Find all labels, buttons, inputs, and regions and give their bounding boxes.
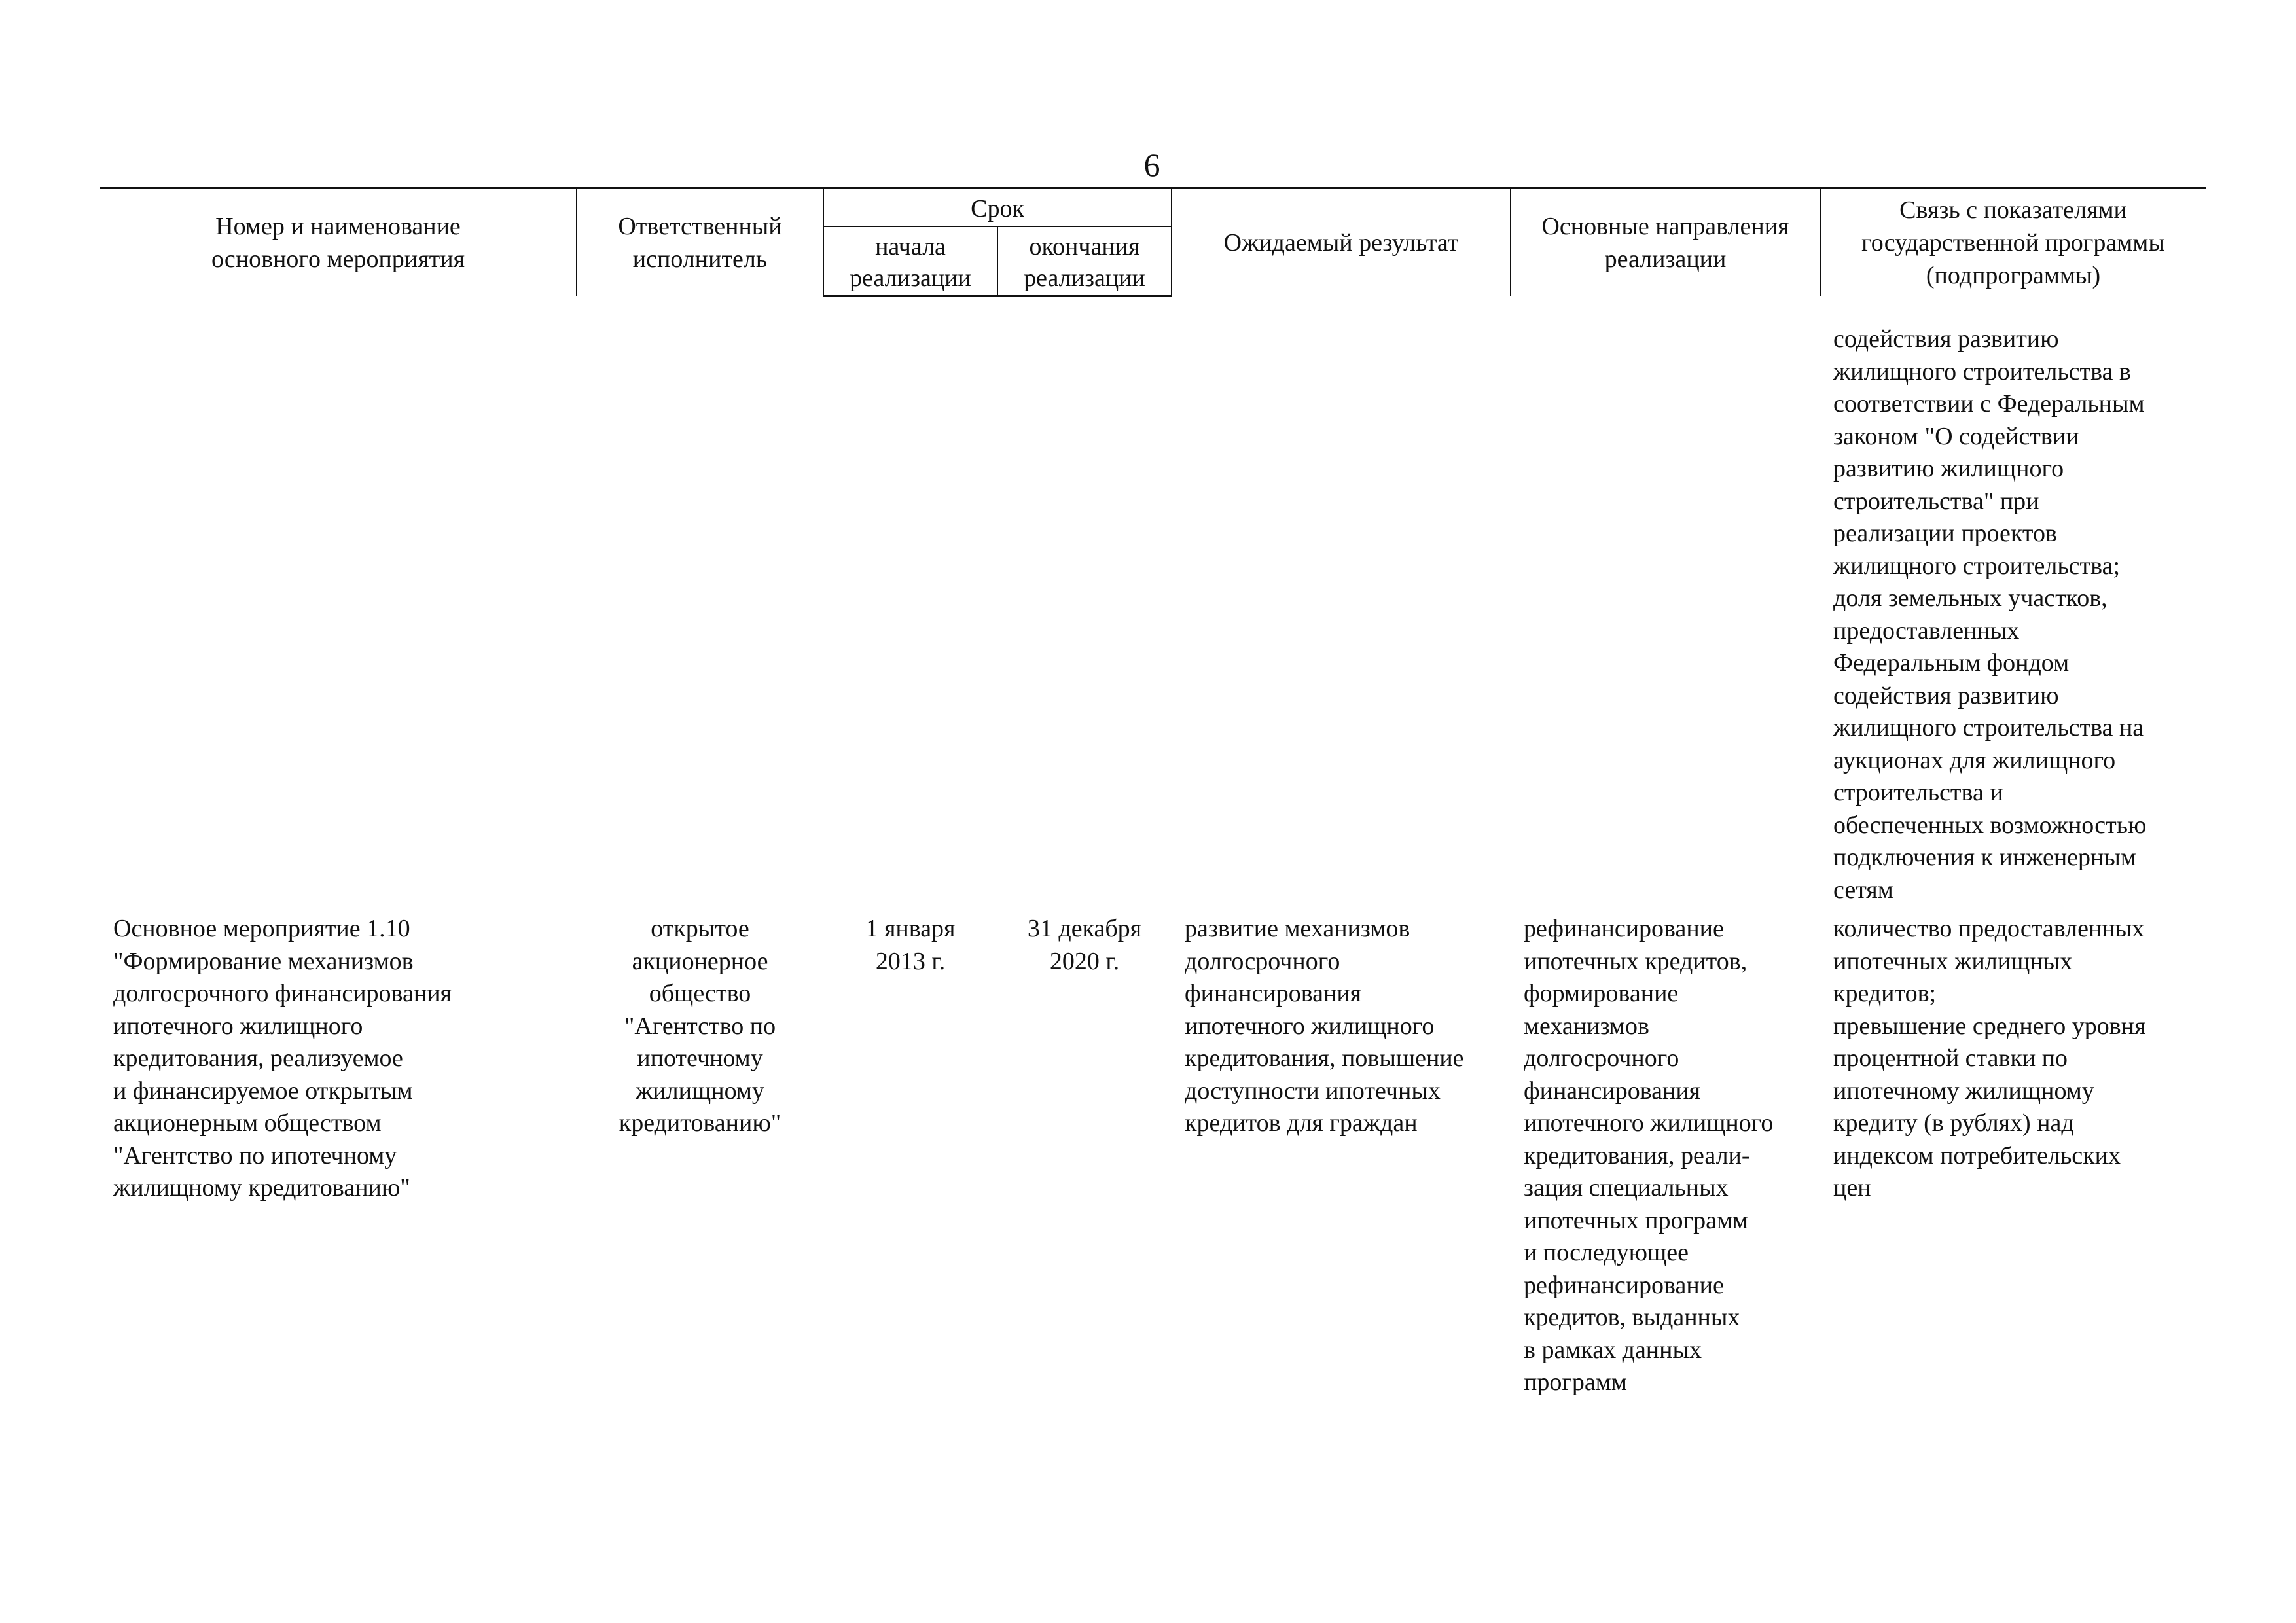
cell-indicators bbox=[1820, 323, 2206, 913]
header-result: Ожидаемый результат bbox=[1172, 188, 1511, 296]
cell-text-line: ипотечных жилищных bbox=[1833, 947, 2073, 975]
cell-text-line: долгосрочного финансирования bbox=[113, 980, 452, 1007]
cell-text-line: кредитования, реали- bbox=[1524, 1141, 1750, 1169]
cell-term-end bbox=[997, 913, 1172, 1406]
cell-text-line: содействия развитию bbox=[1833, 325, 2059, 353]
table-header bbox=[100, 188, 2206, 296]
cell-text-line: предоставленных bbox=[1833, 616, 2020, 645]
cell-text-line: механизмов bbox=[1524, 1012, 1649, 1040]
cell-directions bbox=[1511, 913, 1820, 1406]
cell-text-line: "Формирование механизмов bbox=[113, 947, 414, 975]
cell-text-line: реализации проектов bbox=[1833, 520, 2057, 547]
cell-executor bbox=[577, 323, 823, 913]
cell-measure-name bbox=[100, 913, 577, 1406]
cell-text-line: доля земельных участков, bbox=[1833, 584, 2108, 612]
cell-indicators bbox=[1820, 913, 2206, 1406]
cell-text-line: открытое bbox=[651, 915, 749, 942]
table-body bbox=[100, 296, 2206, 1406]
cell-text-line: и последующее bbox=[1524, 1239, 1689, 1266]
cell-text-line: кредитования, реализуемое bbox=[113, 1044, 403, 1072]
cell-text-line: зация специальных bbox=[1524, 1174, 1729, 1202]
header-executor: Ответственный исполнитель bbox=[577, 188, 823, 296]
cell-text-line: кредитов; bbox=[1833, 980, 1937, 1007]
cell-text-line: долгосрочного bbox=[1524, 1044, 1679, 1072]
header-term-start: начала реализации bbox=[823, 226, 997, 296]
table-row bbox=[100, 323, 2206, 913]
cell-text-line: аукционах для жилищного bbox=[1833, 746, 2116, 774]
cell-text-line: акционерным обществом bbox=[113, 1109, 382, 1137]
cell-text-line: в рамках данных bbox=[1524, 1336, 1702, 1364]
cell-text-line: 2020 г. bbox=[1049, 947, 1120, 975]
cell-text-line: ипотечному bbox=[637, 1044, 763, 1072]
cell-text-line: Основное мероприятие 1.10 bbox=[113, 915, 410, 942]
cell-executor bbox=[577, 913, 823, 1406]
cell-text-line: жилищного строительства на bbox=[1833, 714, 2144, 741]
cell-text-line: "Агентство по bbox=[624, 1012, 776, 1040]
cell-text-line: общество bbox=[649, 980, 751, 1007]
cell-text-line: долгосрочного bbox=[1185, 947, 1340, 975]
cell-text-line: обеспеченных возможностью bbox=[1833, 811, 2147, 839]
cell-text-line: развитие механизмов bbox=[1185, 915, 1410, 942]
cell-text-line: программ bbox=[1524, 1368, 1627, 1396]
cell-text-line: цен bbox=[1833, 1174, 1871, 1202]
cell-term-end bbox=[997, 323, 1172, 913]
cell-text-line: индексом потребительских bbox=[1833, 1141, 2121, 1169]
cell-text-line: доступности ипотечных bbox=[1185, 1077, 1441, 1105]
cell-text-line: рефинансирование bbox=[1524, 915, 1724, 942]
cell-text-line: ипотечного жилищного bbox=[113, 1012, 363, 1040]
cell-text-line: превышение среднего уровня bbox=[1833, 1012, 2146, 1040]
cell-text-line: кредитования, повышение bbox=[1185, 1044, 1464, 1072]
cell-text-line: формирование bbox=[1524, 980, 1679, 1007]
cell-term-start bbox=[823, 323, 997, 913]
cell-text-line: процентной ставки по bbox=[1833, 1044, 2068, 1072]
cell-expected-result bbox=[1172, 323, 1511, 913]
cell-text-line: развитию жилищного bbox=[1833, 455, 2064, 482]
header-indicators: Связь с показателями государственной программы (подпрограммы) bbox=[1820, 188, 2206, 296]
cell-text-line: сетям bbox=[1833, 876, 1893, 904]
cell-term-start bbox=[823, 913, 997, 1406]
cell-expected-result bbox=[1172, 913, 1511, 1406]
header-name: Номер и наименование основного мероприятия bbox=[100, 188, 577, 296]
cell-text-line: жилищному bbox=[636, 1077, 764, 1105]
cell-text-line: строительства" при bbox=[1833, 487, 2039, 515]
cell-text-line: ипотечного жилищного bbox=[1185, 1012, 1435, 1040]
cell-text-line: ипотечного жилищного bbox=[1524, 1109, 1774, 1137]
cell-text-line: жилищного строительства в bbox=[1833, 357, 2131, 385]
cell-text-line: рефинансирование bbox=[1524, 1271, 1724, 1299]
cell-text-line: ипотечных программ bbox=[1524, 1206, 1749, 1234]
cell-text-line: кредитованию" bbox=[619, 1109, 781, 1137]
cell-text-line: и финансируемое открытым bbox=[113, 1077, 413, 1105]
cell-text-line: законом "О содействии bbox=[1833, 422, 2079, 450]
cell-text-line: жилищному кредитованию" bbox=[113, 1174, 410, 1202]
cell-measure-name bbox=[100, 323, 577, 913]
cell-text-line: финансирования bbox=[1185, 980, 1362, 1007]
header-directions: Основные направления реализации bbox=[1511, 188, 1820, 296]
cell-text-line: акционерное bbox=[632, 947, 768, 975]
cell-directions bbox=[1511, 323, 1820, 913]
header-term-end: окончания реализации bbox=[997, 226, 1172, 296]
table-row bbox=[100, 913, 2206, 1406]
cell-text-line: ипотечному жилищному bbox=[1833, 1077, 2094, 1105]
cell-text-line: Федеральным фондом bbox=[1833, 649, 2070, 677]
cell-text-line: строительства и bbox=[1833, 779, 2003, 806]
cell-text-line: 1 января bbox=[865, 915, 956, 942]
cell-text-line: кредитов, выданных bbox=[1524, 1304, 1740, 1331]
cell-text-line: 31 декабря bbox=[1027, 915, 1142, 942]
cell-text-line: "Агентство по ипотечному bbox=[113, 1141, 397, 1169]
cell-text-line: количество предоставленных bbox=[1833, 915, 2145, 942]
cell-text-line: 2013 г. bbox=[875, 947, 946, 975]
header-term: Срок bbox=[823, 188, 1172, 227]
cell-text-line: кредитов для граждан bbox=[1185, 1109, 1418, 1137]
page-number: 6 bbox=[1143, 147, 1160, 183]
cell-text-line: кредиту (в рублях) над bbox=[1833, 1109, 2074, 1137]
cell-text-line: ипотечных кредитов, bbox=[1524, 947, 1748, 975]
cell-text-line: подключения к инженерным bbox=[1833, 844, 2136, 871]
cell-text-line: соответствии с Федеральным bbox=[1833, 390, 2145, 418]
cell-text-line: финансирования bbox=[1524, 1077, 1701, 1105]
measures-table bbox=[100, 187, 2206, 1406]
cell-text-line: жилищного строительства; bbox=[1833, 552, 2121, 580]
cell-text-line: содействия развитию bbox=[1833, 681, 2059, 709]
